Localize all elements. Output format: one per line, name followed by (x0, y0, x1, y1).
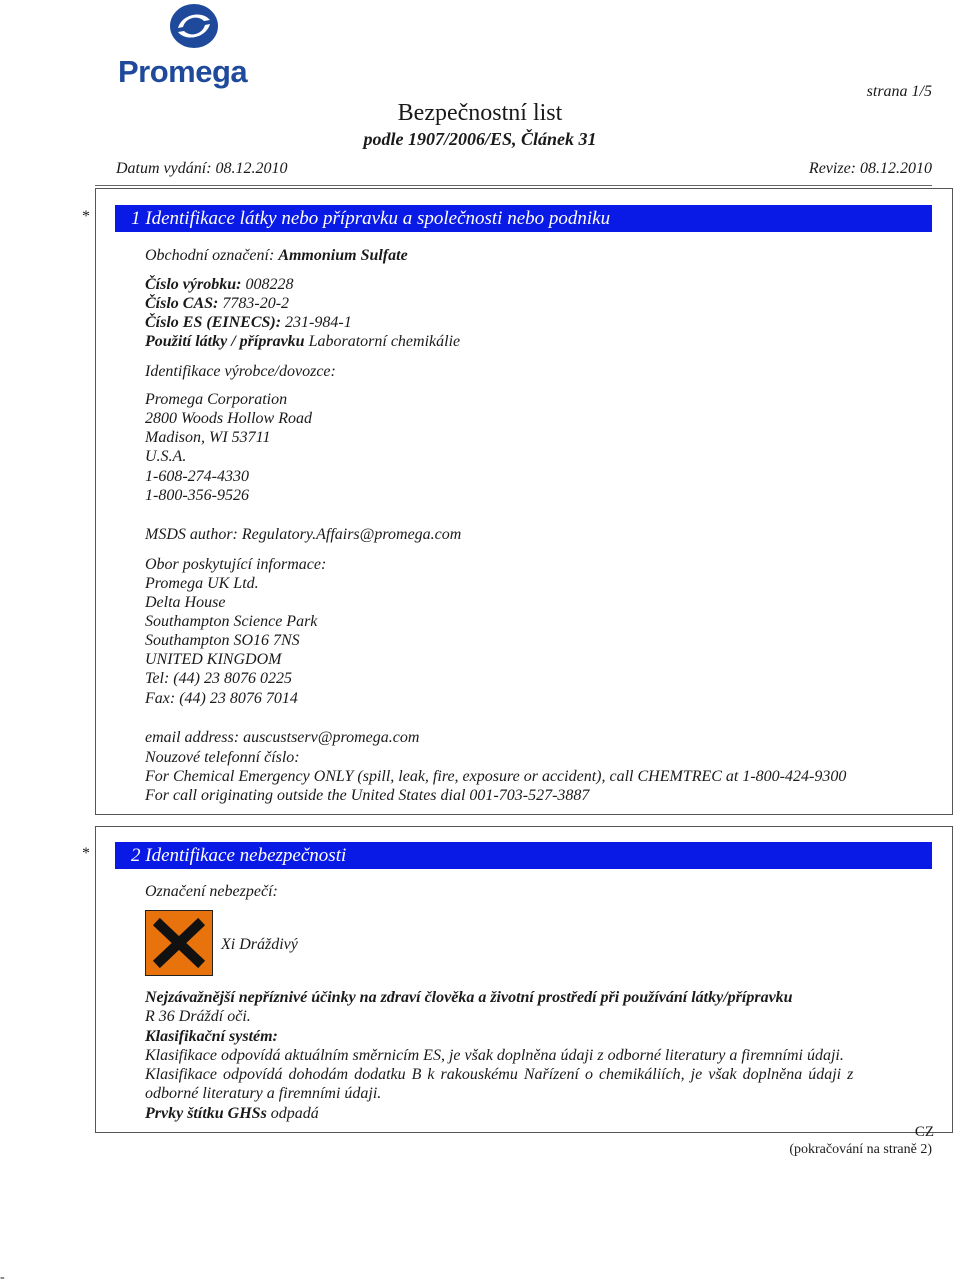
section2-change-marker: * (82, 845, 90, 862)
es-number-value: 231-984-1 (285, 314, 352, 331)
black-cross-icon (152, 917, 206, 969)
header-divider (95, 185, 932, 186)
section1-heading: 1 Identifikace látky nebo přípravku a společnosti nebo podniku (115, 205, 932, 232)
emergency-line: For Chemical Emergency ONLY (spill, leak, fire, exposure or accident), call CHEMTREC at 1-800-424-9300 (145, 768, 847, 785)
info-provider-line: Southampton Science Park (145, 613, 318, 630)
info-provider-line: Tel: (44) 23 8076 0225 (145, 670, 292, 687)
substance-use-label: Použití látky / přípravku (145, 333, 305, 350)
continued-note: (pokračování na straně 2) (789, 1142, 932, 1157)
es-number-row (145, 313, 352, 332)
ghs-label: Prvky štítku GHSs (145, 1105, 267, 1122)
emergency-phone-label: Nouzové telefonní číslo: (145, 749, 300, 766)
email-address: email address: auscustserv@promega.com (145, 729, 420, 746)
product-number-row (145, 275, 293, 294)
hazard-symbol-text: Xi Dráždivý (221, 936, 298, 953)
section2-heading: 2 Identifikace nebezpečnosti (115, 842, 932, 869)
product-number-value: 008228 (245, 276, 294, 293)
trade-name-value: Ammonium Sulfate (278, 247, 408, 264)
cas-number-label: Číslo CAS: (145, 295, 219, 312)
manufacturer-line: 2800 Woods Hollow Road (145, 410, 312, 427)
classification-line: Klasifikace odpovídá dohodám dodatku B k rakouskému Nařízení o chemikáliích, je však doplněna údaji z (145, 1066, 854, 1083)
ghs-value: odpadá (270, 1105, 319, 1122)
xi-irritant-cross-icon (145, 910, 213, 976)
product-number-label: Číslo výrobku: (145, 276, 242, 293)
info-provider-line: Southampton SO16 7NS (145, 632, 300, 649)
info-provider-line: UNITED KINGDOM (145, 651, 282, 668)
cas-number-value: 7783-20-2 (222, 295, 290, 312)
effects-text: R 36 Dráždí oči. (145, 1008, 251, 1025)
classification-line: Klasifikace odpovídá aktuálním směrnicím ES, je však doplněna údaji z odborné literatury a firemními údaji. (145, 1047, 844, 1064)
classification-line: odborné literatury a firemními údaji. (145, 1085, 382, 1102)
logo-text: Promega (118, 54, 248, 89)
substance-use-value: Laboratorní chemikálie (308, 333, 461, 350)
page-number: strana 1/5 (866, 83, 932, 100)
manufacturer-line: 1-800-356-9526 (145, 487, 249, 504)
trade-name-row (145, 246, 408, 265)
section1-change-marker: * (82, 208, 90, 225)
msds-author: MSDS author: Regulatory.Affairs@promega.com (145, 526, 462, 543)
issue-date: Datum vydání: 08.12.2010 (116, 160, 288, 177)
revision-date: Revize: 08.12.2010 (808, 160, 932, 177)
effects-label: Nejzávažnější nepříznivé účinky na zdraví člověka a životní prostředí při používání látky/přípravku (145, 989, 793, 1006)
document-title: Bezpečnostní list (397, 100, 563, 126)
info-provider-label: Obor poskytující informace: (145, 556, 327, 573)
info-provider-line: Fax: (44) 23 8076 7014 (145, 690, 298, 707)
edge-mark: - (0, 1270, 5, 1285)
manufacturer-line: Promega Corporation (145, 391, 288, 408)
document-subtitle: podle 1907/2006/ES, Článek 31 (363, 129, 597, 149)
manufacturer-line: U.S.A. (145, 448, 187, 465)
language-code: CZ (914, 1124, 934, 1140)
info-provider-line: Delta House (145, 594, 226, 611)
es-number-label: Číslo ES (EINECS): (145, 314, 282, 331)
trade-name-label: Obchodní označení: (145, 247, 275, 264)
info-provider-line: Promega UK Ltd. (145, 575, 259, 592)
manufacturer-label: Identifikace výrobce/dovozce: (145, 363, 336, 380)
ghs-label-row (145, 1104, 319, 1123)
substance-use-row (145, 332, 460, 351)
hazard-label: Označení nebezpečí: (145, 883, 278, 900)
cas-number-row (145, 294, 289, 313)
promega-logo-mark-icon (168, 2, 220, 50)
manufacturer-line: Madison, WI 53711 (145, 429, 271, 446)
emergency-line: For call originating outside the United States dial 001-703-527-3887 (145, 787, 590, 804)
promega-logo (118, 2, 273, 90)
manufacturer-line: 1-608-274-4330 (145, 468, 249, 485)
classification-label: Klasifikační systém: (145, 1028, 278, 1045)
